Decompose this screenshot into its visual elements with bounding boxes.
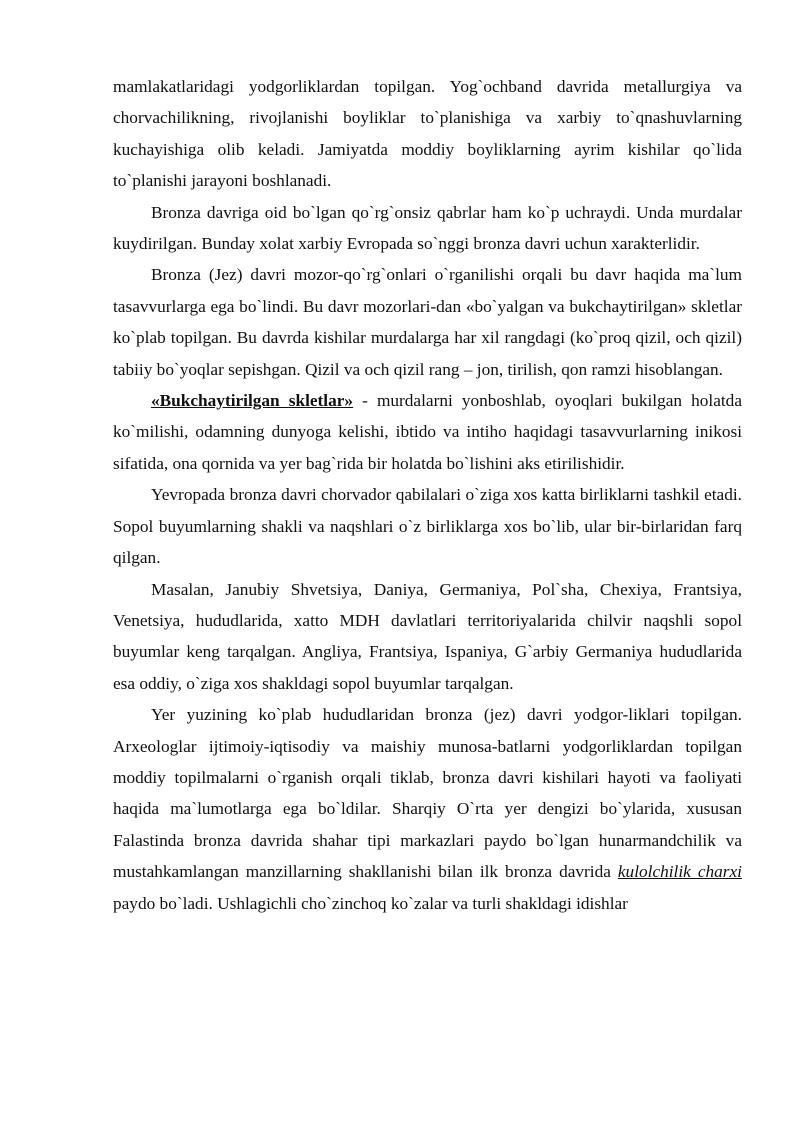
paragraph-text: - murdalarni yonboshlab, oyoqlari bukilgan holatda ko`milishi, odamning dunyoga kelishi, ibtido va intiho haqidagi tasavvurlarning inikosi sifatida, ona qornida va yer bag`rida bir holatda bo`lishini aks etirilishidir. xyxy=(113,391,742,473)
paragraph-text: mamlakatlaridagi yodgorliklardan topilgan. Yog`ochband davrida metallurgiya va chorvachilikning, rivojlanishi boyliklar to`planishiga va xarbiy to`qnashuvlarning kuchayishiga olib keladi. Jamiyatda moddiy boyliklarning ayrim kishilar qo`lida to`planishi jarayoni boshlanadi. xyxy=(113,77,742,191)
paragraph-continuation xyxy=(113,71,742,197)
paragraph-burials xyxy=(113,197,742,260)
paragraph-text: Masalan, Janubiy Shvetsiya, Daniya, Germaniya, Pol`sha, Chexiya, Frantsiya, Venetsiya, hududlarida, xatto MDH davlatlari territoriyalarida chilvir naqshli sopol buyumlar keng tarqalgan. Angliya, Frantsiya, Ispaniya, G`arbiy Germaniya hududlarida esa oddiy, o`ziga xos shakldagi sopol buyumlar tarqalgan. xyxy=(113,579,742,693)
paragraph-bronze-sites xyxy=(113,699,742,919)
paragraph-text: Bronza davriga oid bo`lgan qo`rg`onsiz qabrlar ham ko`p uchraydi. Unda murdalar kuydirilgan. Bunday xolat xarbiy Evropada so`nggi bronza davri uchun xarakterlidir. xyxy=(113,202,742,254)
paragraph-corded-ware xyxy=(113,574,742,700)
paragraph-text: Bronza (Jez) davri mozor-qo`rg`onlari o`rganilishi orqali bu davr haqida ma`lum tasavvurlarga ega bo`lindi. Bu davr mozorlari-dan «bo`yalgan va bukchaytirilgan» skletlar ko`plab topilgan. Bu davrda kishilar murdalarga har xil rangdagi (ko`proq qizil, och qizil) tabiiy bo`yoqlar sepishgan. Qizil va och qizil rang – jon, tirilish, qon ramzi hisoblangan. xyxy=(113,265,742,379)
paragraph-bronze-mounds xyxy=(113,259,742,385)
term-potters-wheel: kulolchilik charxi xyxy=(617,862,742,882)
paragraph-europe-tribes xyxy=(113,479,742,573)
paragraph-text: Yevropada bronza davri chorvador qabilalari o`ziga xos katta birliklarni tashkil etadi. Sopol buyumlarning shakli va naqshlari o`z birliklarga xos bo`lib, ular bir-birlaridan farq qilgan. xyxy=(113,485,742,568)
paragraph-crouched-skeletons xyxy=(113,385,742,479)
paragraph-text: Yer yuzining ko`plab hududlaridan bronza (jez) davri yodgor-liklari topilgan. Arxeologlar ijtimoiy-iqtisodiy va maishiy munosa-batlarni yodgorliklardan topilgan moddiy topilmalarni o`rganish orqali tiklab, bronza davri kishilari hayoti va faoliyati haqida ma`lumotlarga ega bo`ldilar. Sharqiy O`rta yer dengizi bo`ylarida, xususan Falastinda bronza davrida shahar tipi markazlari paydo bo`lgan hunarmandchilik va mustahkamlangan manzillarning shakllanishi bilan ilk bronza davrida xyxy=(113,705,742,882)
paragraph-text: paydo bo`ladi. Ushlagichli cho`zinchoq ko`zalar va turli shakldagi idishlar xyxy=(113,893,628,913)
document-page xyxy=(113,71,742,919)
term-crouched-skeletons: «Bukchaytirilgan skletlar» xyxy=(151,391,354,411)
